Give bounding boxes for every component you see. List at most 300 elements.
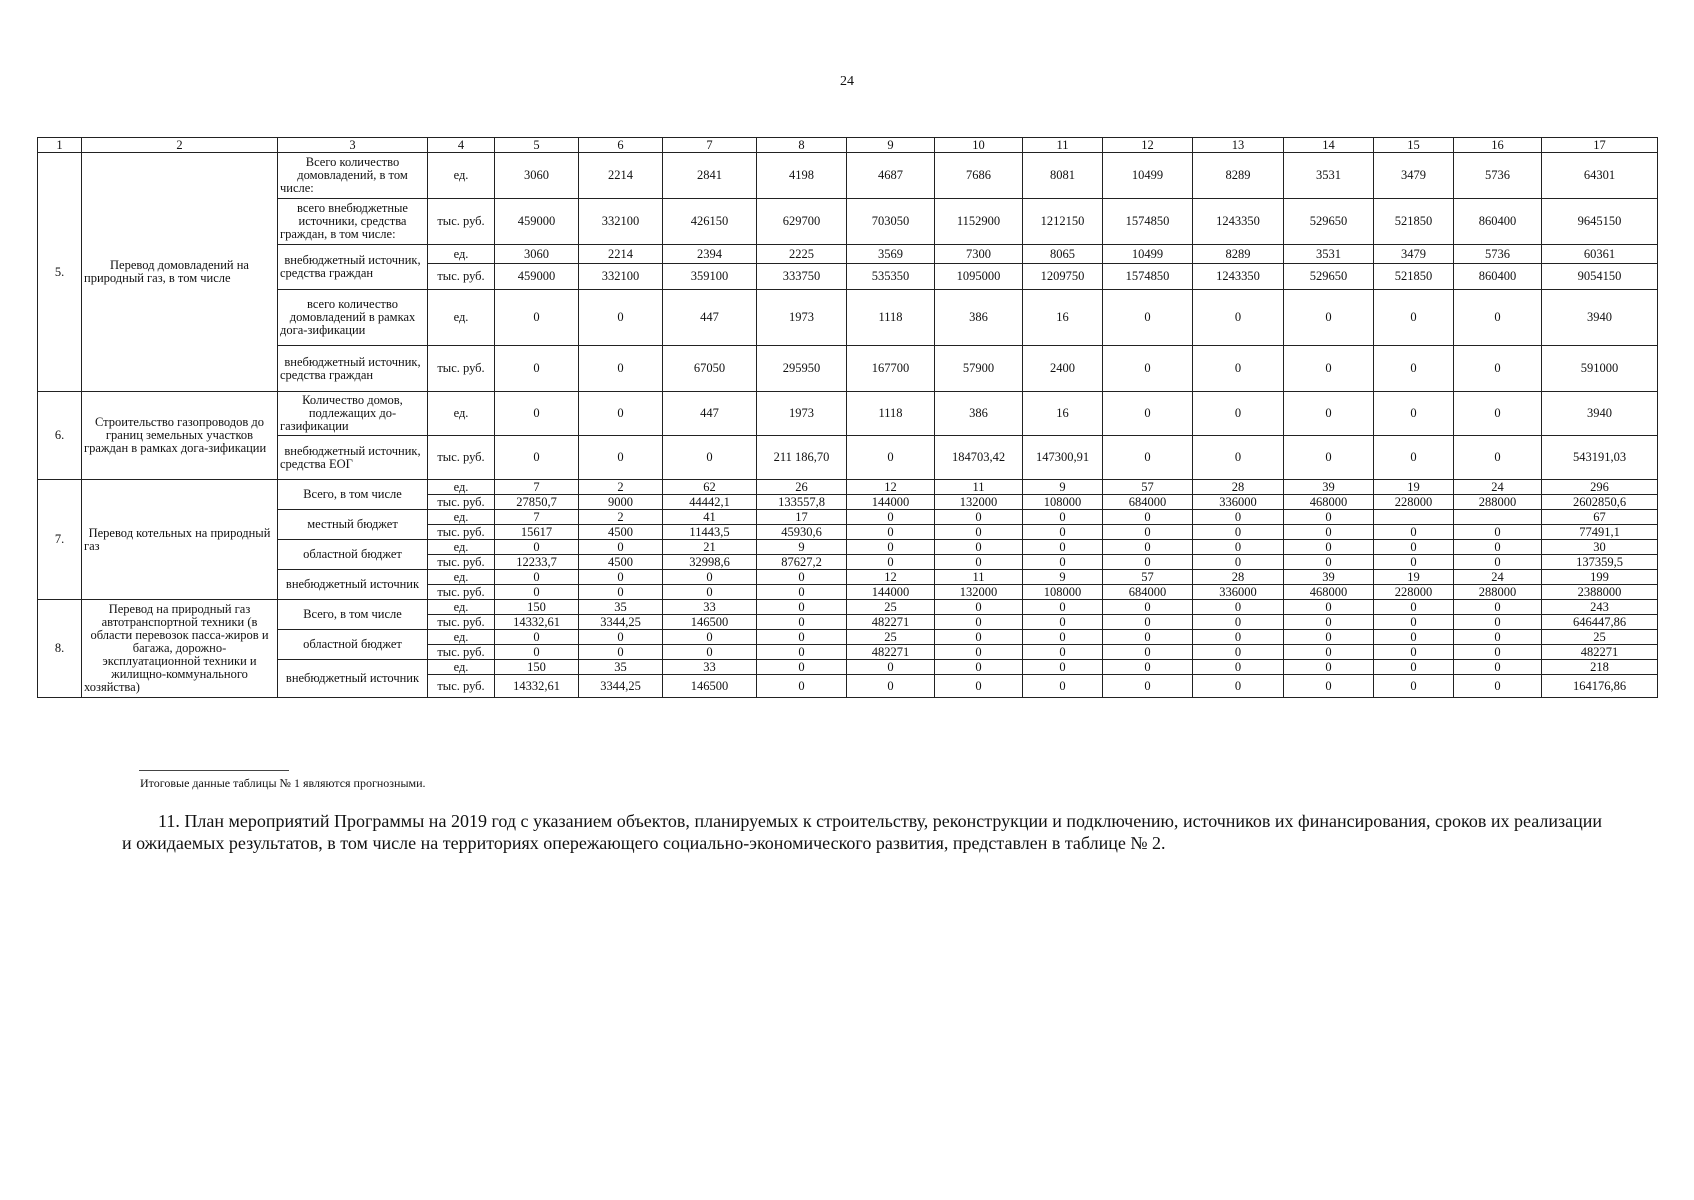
value-cell: 1152900 [935, 199, 1023, 245]
value-cell: 0 [1454, 346, 1542, 392]
value-cell: 0 [1103, 615, 1193, 630]
value-cell: 0 [757, 615, 847, 630]
value-cell: 0 [1454, 615, 1542, 630]
value-cell: 0 [1374, 630, 1454, 645]
table-row [38, 480, 1658, 495]
table-row [38, 570, 1658, 585]
value-cell: 57900 [935, 346, 1023, 392]
value-cell: 0 [1454, 540, 1542, 555]
section-title: Перевод котельных на природный газ [82, 480, 278, 600]
value-cell: 482271 [847, 615, 935, 630]
value-cell: 35 [579, 600, 663, 615]
value-cell: 295950 [757, 346, 847, 392]
value-cell: 4687 [847, 153, 935, 199]
value-cell: 0 [663, 570, 757, 585]
value-cell: 184703,42 [935, 436, 1023, 480]
indicator-label: внебюджетный источник [278, 660, 428, 698]
value-cell: 333750 [757, 264, 847, 290]
value-cell: 459000 [495, 264, 579, 290]
value-cell: 7686 [935, 153, 1023, 199]
value-cell: 482271 [1542, 645, 1658, 660]
column-number: 7 [663, 138, 757, 153]
value-cell: 9 [757, 540, 847, 555]
table-row [38, 660, 1658, 675]
column-number: 16 [1454, 138, 1542, 153]
value-cell: 703050 [847, 199, 935, 245]
table-row [38, 510, 1658, 525]
value-cell: 288000 [1454, 495, 1542, 510]
value-cell: 1209750 [1023, 264, 1103, 290]
value-cell: 0 [1193, 290, 1284, 346]
value-cell: 0 [1374, 525, 1454, 540]
footnote-rule [139, 770, 289, 771]
value-cell: 146500 [663, 675, 757, 698]
value-cell: 0 [757, 585, 847, 600]
value-cell: 0 [1103, 645, 1193, 660]
value-cell: 0 [847, 660, 935, 675]
value-cell: 447 [663, 290, 757, 346]
value-cell: 1243350 [1193, 264, 1284, 290]
value-cell: 0 [1193, 540, 1284, 555]
value-cell: 62 [663, 480, 757, 495]
value-cell: 57 [1103, 570, 1193, 585]
value-cell: 0 [847, 510, 935, 525]
value-cell [1374, 510, 1454, 525]
value-cell: 1243350 [1193, 199, 1284, 245]
value-cell: 199 [1542, 570, 1658, 585]
section-title: Перевод домовладений на природный газ, в том числе [82, 153, 278, 392]
value-cell: 0 [1284, 675, 1374, 698]
value-cell: 7 [495, 510, 579, 525]
value-cell: 529650 [1284, 264, 1374, 290]
value-cell: 150 [495, 660, 579, 675]
unit-cell: ед. [428, 540, 495, 555]
value-cell: 3569 [847, 245, 935, 264]
value-cell: 144000 [847, 495, 935, 510]
value-cell: 0 [579, 392, 663, 436]
value-cell: 164176,86 [1542, 675, 1658, 698]
indicator-label: областной бюджет [278, 540, 428, 570]
value-cell: 10499 [1103, 245, 1193, 264]
section-title: Перевод на природный газ автотранспортной техники (в области перевозок пасса-жиров и багажа, дорожно-эксплуатационной техники и жилищно-коммунального хозяйства) [82, 600, 278, 698]
value-cell: 9054150 [1542, 264, 1658, 290]
value-cell: 0 [1454, 290, 1542, 346]
value-cell: 12 [847, 570, 935, 585]
value-cell: 0 [1284, 645, 1374, 660]
value-cell: 228000 [1374, 585, 1454, 600]
value-cell: 24 [1454, 480, 1542, 495]
value-cell: 0 [579, 645, 663, 660]
value-cell: 0 [495, 540, 579, 555]
value-cell: 629700 [757, 199, 847, 245]
value-cell: 39 [1284, 570, 1374, 585]
value-cell: 0 [1284, 436, 1374, 480]
unit-cell: ед. [428, 245, 495, 264]
indicator-label: Всего количество домовладений, в том числе: [278, 153, 428, 199]
value-cell: 332100 [579, 199, 663, 245]
value-cell: 0 [495, 290, 579, 346]
footnote [140, 776, 426, 791]
value-cell: 24 [1454, 570, 1542, 585]
value-cell: 1973 [757, 290, 847, 346]
value-cell: 0 [663, 645, 757, 660]
column-number: 3 [278, 138, 428, 153]
value-cell: 3479 [1374, 153, 1454, 199]
value-cell: 0 [1103, 540, 1193, 555]
value-cell: 0 [1193, 436, 1284, 480]
value-cell: 7300 [935, 245, 1023, 264]
value-cell: 4500 [579, 555, 663, 570]
value-cell: 386 [935, 290, 1023, 346]
column-number: 2 [82, 138, 278, 153]
value-cell: 0 [1023, 660, 1103, 675]
value-cell: 0 [1103, 392, 1193, 436]
value-cell: 684000 [1103, 495, 1193, 510]
unit-cell: ед. [428, 630, 495, 645]
value-cell: 0 [1284, 600, 1374, 615]
value-cell: 146500 [663, 615, 757, 630]
unit-cell: тыс. руб. [428, 264, 495, 290]
value-cell: 0 [1374, 600, 1454, 615]
value-cell: 32998,6 [663, 555, 757, 570]
value-cell: 0 [1284, 392, 1374, 436]
value-cell: 521850 [1374, 199, 1454, 245]
table-row [38, 290, 1658, 346]
indicator-label: внебюджетный источник, средства граждан [278, 245, 428, 290]
section-number: 8. [38, 600, 82, 698]
value-cell: 0 [579, 570, 663, 585]
value-cell: 144000 [847, 585, 935, 600]
column-number: 9 [847, 138, 935, 153]
value-cell: 684000 [1103, 585, 1193, 600]
unit-cell: тыс. руб. [428, 525, 495, 540]
indicator-label: Всего, в том числе [278, 480, 428, 510]
value-cell: 0 [1103, 660, 1193, 675]
value-cell: 0 [935, 615, 1023, 630]
value-cell: 0 [847, 525, 935, 540]
value-cell: 0 [1284, 615, 1374, 630]
table-row [38, 540, 1658, 555]
value-cell: 19 [1374, 480, 1454, 495]
value-cell: 28 [1193, 570, 1284, 585]
value-cell: 336000 [1193, 495, 1284, 510]
table-row [38, 346, 1658, 392]
value-cell: 0 [1103, 290, 1193, 346]
value-cell: 0 [1193, 600, 1284, 615]
value-cell: 296 [1542, 480, 1658, 495]
unit-cell: ед. [428, 392, 495, 436]
value-cell: 2214 [579, 245, 663, 264]
value-cell: 0 [757, 645, 847, 660]
indicator-label: внебюджетный источник [278, 570, 428, 600]
value-cell: 459000 [495, 199, 579, 245]
value-cell: 0 [1454, 525, 1542, 540]
value-cell: 0 [495, 392, 579, 436]
value-cell: 44442,1 [663, 495, 757, 510]
value-cell: 359100 [663, 264, 757, 290]
value-cell: 0 [1193, 675, 1284, 698]
value-cell: 132000 [935, 585, 1023, 600]
value-cell: 5736 [1454, 245, 1542, 264]
value-cell: 0 [1193, 510, 1284, 525]
value-cell: 7 [495, 480, 579, 495]
value-cell: 67050 [663, 346, 757, 392]
unit-cell: тыс. руб. [428, 615, 495, 630]
value-cell: 0 [1103, 510, 1193, 525]
column-number: 14 [1284, 138, 1374, 153]
value-cell: 16 [1023, 392, 1103, 436]
value-cell: 3531 [1284, 245, 1374, 264]
value-cell: 0 [1454, 436, 1542, 480]
value-cell: 8081 [1023, 153, 1103, 199]
table-row [38, 392, 1658, 436]
indicator-label: Всего, в том числе [278, 600, 428, 630]
unit-cell: тыс. руб. [428, 675, 495, 698]
indicator-label: Количество домов, подлежащих до-газификации [278, 392, 428, 436]
value-cell: 646447,86 [1542, 615, 1658, 630]
unit-cell: тыс. руб. [428, 436, 495, 480]
value-cell: 0 [495, 570, 579, 585]
indicator-label: внебюджетный источник, средства граждан [278, 346, 428, 392]
value-cell: 0 [579, 290, 663, 346]
value-cell: 4198 [757, 153, 847, 199]
value-cell: 0 [1103, 600, 1193, 615]
value-cell: 0 [1103, 555, 1193, 570]
value-cell: 0 [935, 630, 1023, 645]
column-number: 13 [1193, 138, 1284, 153]
value-cell: 243 [1542, 600, 1658, 615]
value-cell: 25 [847, 600, 935, 615]
value-cell: 2394 [663, 245, 757, 264]
value-cell: 426150 [663, 199, 757, 245]
indicator-label: внебюджетный источник, средства ЕОГ [278, 436, 428, 480]
value-cell: 0 [579, 630, 663, 645]
value-cell: 2225 [757, 245, 847, 264]
value-cell: 0 [663, 436, 757, 480]
indicator-label: всего количество домовладений в рамках дога-зификации [278, 290, 428, 346]
value-cell: 17 [757, 510, 847, 525]
value-cell: 1118 [847, 392, 935, 436]
value-cell: 2400 [1023, 346, 1103, 392]
value-cell: 9000 [579, 495, 663, 510]
value-cell: 468000 [1284, 495, 1374, 510]
value-cell: 26 [757, 480, 847, 495]
column-number: 12 [1103, 138, 1193, 153]
value-cell: 33 [663, 660, 757, 675]
value-cell: 60361 [1542, 245, 1658, 264]
value-cell: 147300,91 [1023, 436, 1103, 480]
value-cell: 336000 [1193, 585, 1284, 600]
value-cell: 1574850 [1103, 199, 1193, 245]
unit-cell: тыс. руб. [428, 346, 495, 392]
value-cell: 3531 [1284, 153, 1374, 199]
value-cell: 45930,6 [757, 525, 847, 540]
value-cell: 1574850 [1103, 264, 1193, 290]
value-cell: 0 [1454, 675, 1542, 698]
value-cell: 0 [1284, 555, 1374, 570]
value-cell: 0 [1374, 436, 1454, 480]
value-cell: 0 [1454, 645, 1542, 660]
unit-cell: ед. [428, 153, 495, 199]
value-cell: 228000 [1374, 495, 1454, 510]
value-cell: 87627,2 [757, 555, 847, 570]
value-cell: 12233,7 [495, 555, 579, 570]
value-cell: 150 [495, 600, 579, 615]
indicator-label: областной бюджет [278, 630, 428, 660]
value-cell: 0 [1454, 630, 1542, 645]
value-cell: 0 [1374, 675, 1454, 698]
value-cell: 3060 [495, 245, 579, 264]
value-cell [1454, 510, 1542, 525]
value-cell: 521850 [1374, 264, 1454, 290]
value-cell: 0 [495, 585, 579, 600]
value-cell: 529650 [1284, 199, 1374, 245]
value-cell: 0 [1023, 615, 1103, 630]
value-cell: 218 [1542, 660, 1658, 675]
value-cell: 2841 [663, 153, 757, 199]
value-cell: 0 [847, 540, 935, 555]
value-cell: 3940 [1542, 290, 1658, 346]
value-cell: 591000 [1542, 346, 1658, 392]
value-cell: 332100 [579, 264, 663, 290]
value-cell: 0 [579, 585, 663, 600]
value-cell: 39 [1284, 480, 1374, 495]
value-cell: 0 [1023, 630, 1103, 645]
value-cell: 1212150 [1023, 199, 1103, 245]
value-cell: 2602850,6 [1542, 495, 1658, 510]
value-cell: 0 [495, 436, 579, 480]
value-cell: 0 [663, 585, 757, 600]
header-row [38, 138, 1658, 153]
section-number: 7. [38, 480, 82, 600]
program-table [37, 137, 1658, 698]
unit-cell: ед. [428, 660, 495, 675]
value-cell: 0 [847, 675, 935, 698]
value-cell: 0 [1193, 645, 1284, 660]
value-cell: 0 [847, 555, 935, 570]
value-cell: 0 [1284, 660, 1374, 675]
value-cell: 27850,7 [495, 495, 579, 510]
value-cell: 108000 [1023, 495, 1103, 510]
value-cell: 0 [1193, 660, 1284, 675]
indicator-label: всего внебюджетные источники, средства граждан, в том числе: [278, 199, 428, 245]
value-cell: 0 [757, 600, 847, 615]
value-cell: 25 [1542, 630, 1658, 645]
unit-cell: тыс. руб. [428, 495, 495, 510]
value-cell: 0 [579, 436, 663, 480]
table-row [38, 245, 1658, 264]
table-row [38, 600, 1658, 615]
column-number: 11 [1023, 138, 1103, 153]
value-cell: 447 [663, 392, 757, 436]
value-cell: 0 [935, 510, 1023, 525]
paragraph-11: 11. План мероприятий Программы на 2019 год с указанием объектов, планируемых к строительству, реконструкции и подключению, источников их финансирования, сроков их реализации и ожидаемых результатов, в том числе на территориях опережающего социально-экономического развития, представлен в таблице № 2. [122, 811, 1602, 853]
value-cell: 0 [1374, 555, 1454, 570]
section-number: 5. [38, 153, 82, 392]
value-cell: 3940 [1542, 392, 1658, 436]
value-cell: 67 [1542, 510, 1658, 525]
value-cell: 3479 [1374, 245, 1454, 264]
value-cell: 0 [1374, 346, 1454, 392]
value-cell: 0 [1374, 615, 1454, 630]
value-cell: 0 [1193, 630, 1284, 645]
value-cell: 137359,5 [1542, 555, 1658, 570]
value-cell: 0 [1193, 615, 1284, 630]
table-row [38, 199, 1658, 245]
indicator-label: местный бюджет [278, 510, 428, 540]
value-cell: 0 [1454, 392, 1542, 436]
value-cell: 5736 [1454, 153, 1542, 199]
section-title: Строительство газопроводов до границ земельных участков граждан в рамках дога-зификации [82, 392, 278, 480]
value-cell: 0 [1193, 392, 1284, 436]
value-cell: 1095000 [935, 264, 1023, 290]
value-cell: 10499 [1103, 153, 1193, 199]
value-cell: 0 [1374, 392, 1454, 436]
value-cell: 0 [1454, 555, 1542, 570]
value-cell: 0 [1023, 555, 1103, 570]
value-cell: 860400 [1454, 199, 1542, 245]
value-cell: 9 [1023, 480, 1103, 495]
value-cell: 16 [1023, 290, 1103, 346]
value-cell: 0 [847, 436, 935, 480]
value-cell: 0 [495, 346, 579, 392]
value-cell: 41 [663, 510, 757, 525]
column-number: 6 [579, 138, 663, 153]
value-cell: 14332,61 [495, 675, 579, 698]
value-cell: 0 [935, 675, 1023, 698]
value-cell: 2214 [579, 153, 663, 199]
value-cell: 15617 [495, 525, 579, 540]
value-cell: 0 [1023, 645, 1103, 660]
value-cell: 0 [1103, 346, 1193, 392]
footnote-text: Итоговые данные таблицы № 1 являются прогнозными. [140, 776, 426, 790]
table-row [38, 630, 1658, 645]
value-cell: 0 [1193, 525, 1284, 540]
value-cell: 535350 [847, 264, 935, 290]
value-cell: 12 [847, 480, 935, 495]
value-cell: 0 [935, 645, 1023, 660]
value-cell: 0 [757, 570, 847, 585]
unit-cell: ед. [428, 600, 495, 615]
value-cell: 0 [935, 600, 1023, 615]
value-cell: 8289 [1193, 153, 1284, 199]
value-cell: 288000 [1454, 585, 1542, 600]
value-cell: 30 [1542, 540, 1658, 555]
value-cell: 11443,5 [663, 525, 757, 540]
unit-cell: тыс. руб. [428, 199, 495, 245]
value-cell: 2388000 [1542, 585, 1658, 600]
value-cell: 25 [847, 630, 935, 645]
value-cell: 0 [1023, 540, 1103, 555]
value-cell: 35 [579, 660, 663, 675]
value-cell: 0 [1284, 346, 1374, 392]
value-cell: 8289 [1193, 245, 1284, 264]
value-cell: 0 [1284, 540, 1374, 555]
value-cell: 19 [1374, 570, 1454, 585]
value-cell: 0 [1374, 660, 1454, 675]
value-cell: 0 [1103, 675, 1193, 698]
value-cell: 3344,25 [579, 615, 663, 630]
value-cell: 133557,8 [757, 495, 847, 510]
column-number: 8 [757, 138, 847, 153]
value-cell: 0 [579, 346, 663, 392]
value-cell: 108000 [1023, 585, 1103, 600]
value-cell: 0 [1193, 555, 1284, 570]
value-cell: 468000 [1284, 585, 1374, 600]
value-cell: 0 [1284, 290, 1374, 346]
value-cell: 0 [1454, 660, 1542, 675]
value-cell: 0 [579, 540, 663, 555]
